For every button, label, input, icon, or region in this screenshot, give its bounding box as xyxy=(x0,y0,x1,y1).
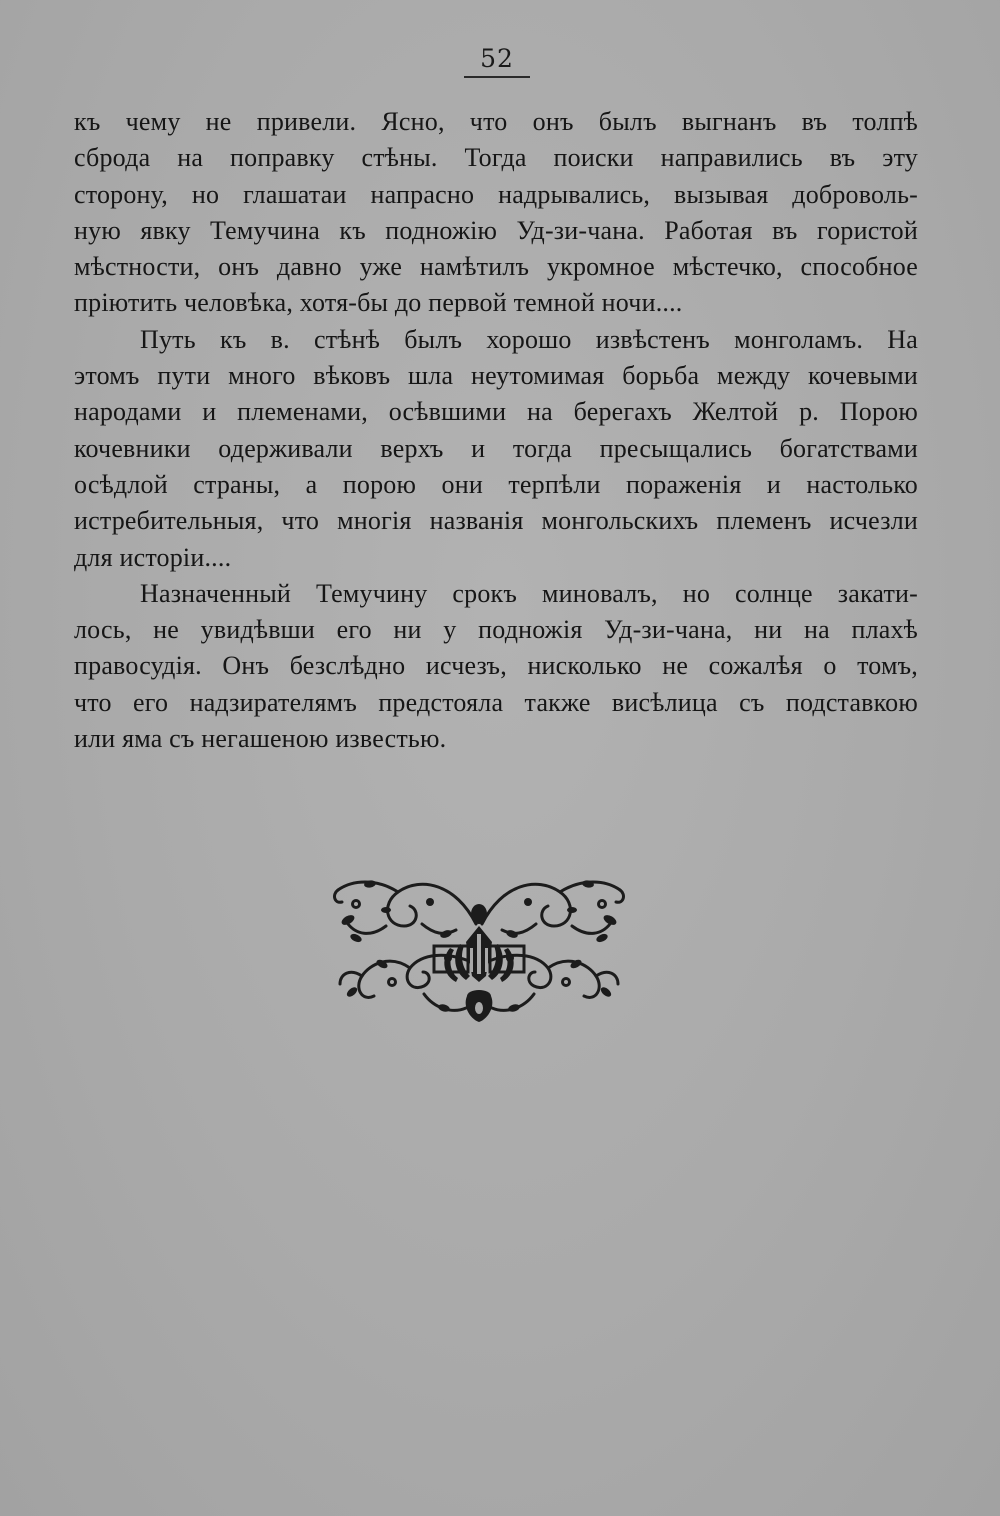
text-line: осѣдлой страны, а порою они терпѣли пораженія и настолько xyxy=(74,469,918,499)
text-line: сброда на поправку стѣны. Тогда поиски направились въ эту xyxy=(74,143,918,173)
text-line: кочевники одерживали верхъ и тогда пресыщались богатствами xyxy=(74,433,918,463)
paragraph-1 xyxy=(74,104,918,322)
text-line: этомъ пути много вѣковъ шла неутомимая борьба между кочевыми xyxy=(74,361,918,391)
paragraph-3 xyxy=(74,576,918,757)
floral-tailpiece-ornament-icon xyxy=(326,864,632,1026)
text-line: ную явку Темучина къ подножію Уд-зи-чана. Работая въ гористой xyxy=(74,215,918,245)
body-text xyxy=(74,104,918,757)
text-line: что его надзирателямъ предстояла также висѣлица съ подставкою xyxy=(74,687,918,717)
text-line: для исторіи.... xyxy=(74,542,232,572)
paragraph-2 xyxy=(74,322,918,576)
text-line: пріютить человѣка, хотя-бы до первой темной ночи.... xyxy=(74,288,683,318)
page-number-rule xyxy=(464,76,530,78)
text-line: Путь къ в. стѣнѣ былъ хорошо извѣстенъ монголамъ. На xyxy=(140,324,918,354)
text-line: правосудія. Онъ безслѣдно исчезъ, нисколько не сожалѣя о томъ, xyxy=(74,651,918,681)
text-line: сторону, но глашатаи напрасно надрывались, вызывая доброволь- xyxy=(74,179,918,209)
text-line: мѣстности, онъ давно уже намѣтилъ укромное мѣстечко, способное xyxy=(74,252,918,282)
text-line: истребительныя, что многія названія монгольскихъ племенъ исчезли xyxy=(74,506,918,536)
page-number: 52 xyxy=(480,44,514,73)
text-line: къ чему не привели. Ясно, что онъ былъ выгнанъ въ толпѣ xyxy=(74,107,918,136)
text-line: лось, не увидѣвши его ни у подножія Уд-зи-чана, ни на плахѣ xyxy=(74,615,918,645)
text-line: Назначенный Темучину срокъ миновалъ, но солнце закати- xyxy=(140,578,918,608)
text-line: или яма съ негашеною известью. xyxy=(74,724,447,754)
text-line: народами и племенами, осѣвшими на берегахъ Желтой р. Порою xyxy=(74,397,918,427)
